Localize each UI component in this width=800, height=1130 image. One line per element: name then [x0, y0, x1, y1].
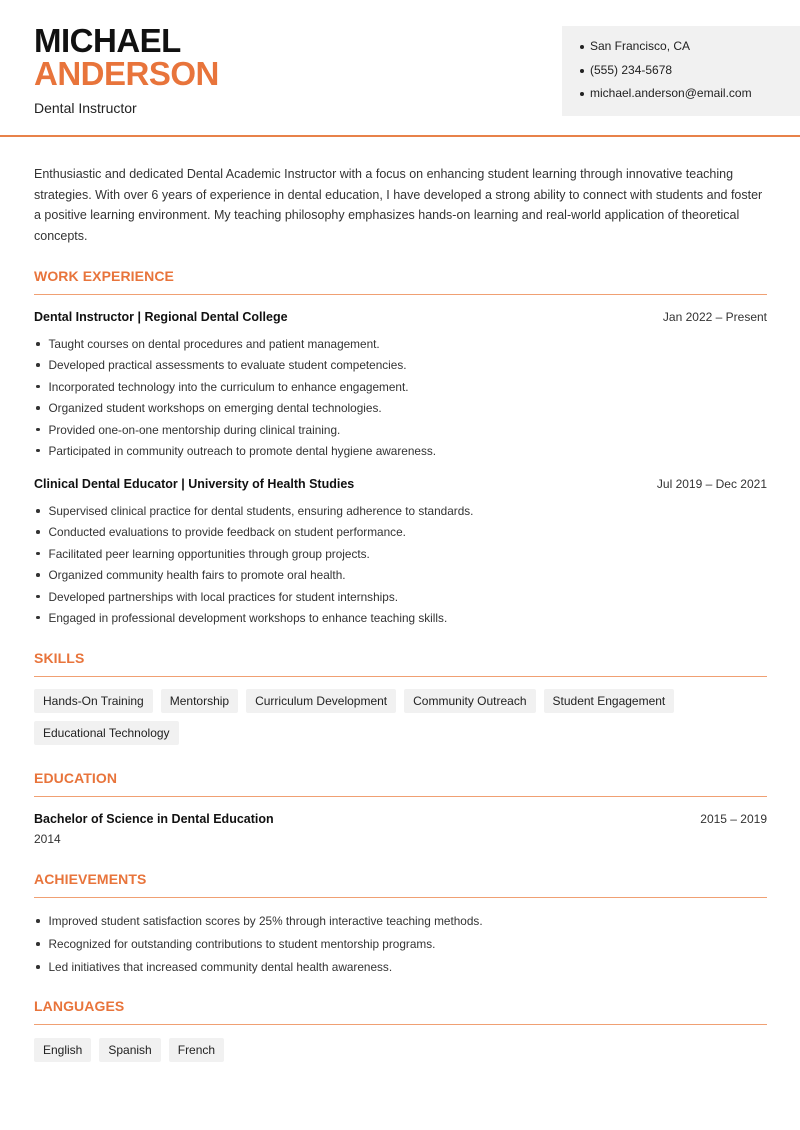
list-item-text: Participated in community outreach to promote dental hygiene awareness. [48, 443, 437, 458]
bullet-icon [36, 965, 40, 969]
job-title-company: Clinical Dental Educator | University of Health Studies [34, 477, 355, 491]
skill-tag: Hands-On Training [34, 689, 153, 713]
bullet-icon [36, 509, 40, 513]
list-item [34, 357, 767, 378]
bullet-icon [36, 552, 40, 556]
degree-title: Bachelor of Science in Dental Education [34, 812, 274, 826]
list-item [34, 959, 767, 982]
list-item [34, 610, 767, 631]
bullet-icon [36, 530, 40, 534]
bullet-icon [36, 573, 40, 577]
bullet-icon [36, 449, 40, 453]
list-item [34, 336, 767, 357]
bullet-icon [36, 919, 40, 923]
list-item [34, 567, 767, 588]
first-name: MICHAEL [34, 22, 181, 59]
bullet-icon [36, 428, 40, 432]
job-entry-header [34, 477, 767, 491]
list-item-text: Developed partnerships with local practices for student internships. [48, 589, 399, 604]
skills-tag-list [34, 689, 767, 745]
bullet-icon [36, 385, 40, 389]
language-tag: Spanish [99, 1038, 160, 1062]
list-item [34, 379, 767, 400]
language-tag: French [169, 1038, 224, 1062]
list-item-text: Supervised clinical practice for dental students, ensuring adherence to standards. [48, 504, 474, 518]
language-tag: English [34, 1038, 91, 1062]
list-item-text: Organized community health fairs to promote oral health. [48, 568, 346, 583]
list-item [34, 589, 767, 610]
bullet-icon [36, 616, 40, 620]
bullet-icon [36, 595, 40, 599]
bullet-icon [36, 942, 40, 946]
achievements-heading: ACHIEVEMENTS [34, 871, 147, 887]
job-bullet-list [34, 336, 767, 464]
list-item-text: Provided one-on-one mentorship during clinical training. [48, 422, 341, 437]
list-item [34, 546, 767, 567]
skill-tag: Curriculum Development [246, 689, 396, 713]
skill-tag: Student Engagement [544, 689, 675, 713]
languages-tag-list [34, 1038, 767, 1062]
list-item [34, 524, 767, 545]
education-dates: 2015 – 2019 [700, 812, 767, 826]
education-heading: EDUCATION [34, 770, 118, 786]
bullet-icon [36, 342, 40, 346]
list-item-text: Developed practical assessments to evaluate student competencies. [48, 358, 407, 373]
list-item-text: Recognized for outstanding contributions to student mentorship programs. [48, 937, 436, 951]
job-entry-header [34, 310, 767, 324]
list-item-text: Led initiatives that increased community dental health awareness. [48, 960, 393, 974]
education-entry-header [34, 812, 767, 826]
skill-tag: Mentorship [161, 689, 238, 713]
list-item [34, 936, 767, 959]
list-item [34, 400, 767, 421]
list-item [34, 422, 767, 443]
contact-email-text: michael.anderson@email.com [590, 86, 752, 100]
education-year: 2014 [34, 832, 61, 846]
languages-heading: LANGUAGES [34, 998, 125, 1014]
section-divider [34, 1024, 767, 1025]
skills-heading: SKILLS [34, 650, 85, 666]
list-item [34, 443, 767, 464]
bullet-icon [36, 406, 40, 410]
section-divider [34, 897, 767, 898]
section-divider [34, 676, 767, 677]
contact-phone-text: (555) 234-5678 [590, 62, 673, 77]
list-item [34, 503, 767, 524]
contact-box [562, 26, 800, 116]
summary-paragraph: Enthusiastic and dedicated Dental Academic Instructor with a focus on enhancing student learning through innovative teaching strategies. With over 6 years of experience in dental education, I have developed a strong ability to connect with students and foster a positive learning environment. My teaching philosophy emphasizes hands-on learning and real-world application of theoretical concepts. [34, 167, 763, 243]
work-experience-heading: WORK EXPERIENCE [34, 268, 174, 284]
list-item [34, 913, 767, 936]
list-item-text: Conducted evaluations to provide feedback on student performance. [48, 525, 406, 540]
job-bullet-list [34, 503, 767, 631]
contact-location-text: San Francisco, CA [590, 39, 691, 53]
last-name: ANDERSON [34, 55, 219, 92]
skill-tag: Educational Technology [34, 721, 179, 745]
bullet-icon [580, 92, 584, 96]
job-title: Dental Instructor [34, 100, 137, 116]
job-dates: Jan 2022 – Present [662, 310, 767, 324]
achievements-list [34, 913, 767, 982]
list-item-text: Organized student workshops on emerging dental technologies. [48, 401, 382, 416]
list-item-text: Engaged in professional development workshops to enhance teaching skills. [48, 610, 448, 625]
bullet-icon [580, 45, 584, 49]
section-divider [34, 294, 767, 295]
contact-phone [580, 62, 800, 86]
resume-header [0, 0, 800, 137]
list-item-text: Taught courses on dental procedures and patient management. [48, 337, 380, 351]
section-divider [34, 796, 767, 797]
list-item-text: Incorporated technology into the curriculum to enhance engagement. [48, 379, 409, 394]
job-title-company: Dental Instructor | Regional Dental College [34, 310, 288, 324]
bullet-icon [36, 363, 40, 367]
skill-tag: Community Outreach [404, 689, 535, 713]
list-item-text: Improved student satisfaction scores by 25% through interactive teaching methods. [48, 914, 483, 928]
contact-email [580, 85, 800, 109]
list-item-text: Facilitated peer learning opportunities through group projects. [48, 546, 370, 561]
job-dates: Jul 2019 – Dec 2021 [656, 477, 767, 491]
contact-location [580, 38, 800, 62]
bullet-icon [580, 69, 584, 73]
